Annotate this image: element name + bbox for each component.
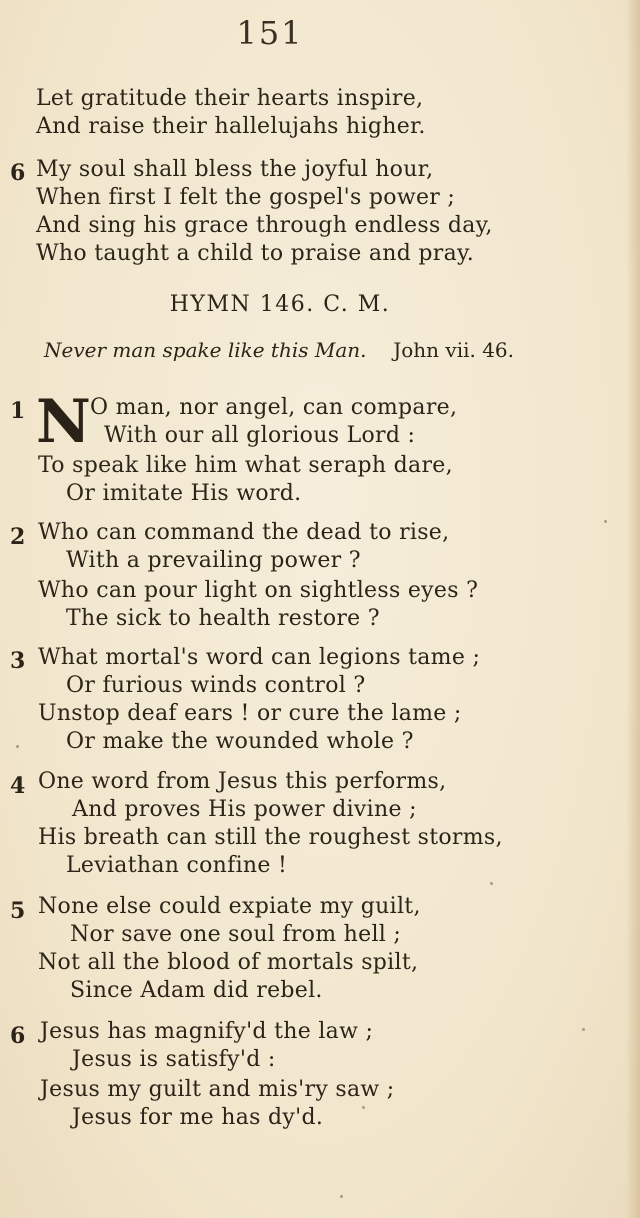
verse-line: Let gratitude their hearts inspire, — [36, 86, 424, 111]
stanza-number: 5 — [10, 898, 26, 924]
verse-line: The sick to health restore ? — [66, 606, 380, 631]
stanza-number: 1 — [10, 398, 26, 424]
verse-line: When first I felt the gospel's power ; — [36, 185, 456, 210]
drop-cap: N — [36, 387, 91, 457]
epigraph-reference: John vii. 46. — [393, 338, 515, 362]
verse-line: None else could expiate my guilt, — [38, 894, 421, 919]
epigraph-text: Never man spake like this Man. — [44, 338, 367, 362]
verse-line: Who can pour light on sightless eyes ? — [38, 578, 479, 603]
paper-speck — [582, 1028, 585, 1031]
verse-line: Jesus for me has dy'd. — [72, 1105, 324, 1130]
paper-speck — [362, 1106, 365, 1109]
stanza-number: 3 — [10, 648, 26, 674]
verse-line: Jesus has magnify'd the law ; — [40, 1019, 374, 1044]
verse-line: Since Adam did rebel. — [70, 978, 323, 1003]
paper-speck — [604, 520, 607, 523]
verse-line: And sing his grace through endless day, — [36, 213, 493, 238]
paper-speck — [16, 745, 19, 748]
epigraph — [44, 338, 514, 362]
page-number: 151 — [236, 14, 304, 52]
verse-line: With our all glorious Lord : — [104, 423, 416, 448]
stanza-number: 4 — [10, 773, 26, 799]
paper-speck — [490, 882, 493, 885]
stanza-number: 6 — [10, 1023, 26, 1049]
verse-line: And proves His power divine ; — [72, 797, 417, 822]
verse-line: What mortal's word can legions tame ; — [38, 645, 481, 670]
verse-line: My soul shall bless the joyful hour, — [36, 157, 434, 182]
verse-line: Who taught a child to praise and pray. — [36, 241, 475, 266]
verse-line: With a prevailing power ? — [66, 548, 361, 573]
verse-line: Who can command the dead to rise, — [38, 520, 450, 545]
verse-line: And raise their hallelujahs higher. — [36, 114, 426, 139]
verse-line: Not all the blood of mortals spilt, — [38, 950, 419, 975]
verse-line: One word from Jesus this performs, — [38, 769, 447, 794]
verse-line: To speak like him what seraph dare, — [38, 453, 453, 478]
verse-line: O man, nor angel, can compare, — [90, 395, 458, 420]
verse-line: Nor save one soul from hell ; — [70, 922, 402, 947]
verse-line: Or make the wounded whole ? — [66, 729, 414, 754]
verse-line: Jesus my guilt and mis'ry saw ; — [40, 1077, 395, 1102]
hymn-title: HYMN 146. C. M. — [169, 292, 391, 317]
verse-line: Leviathan confine ! — [66, 853, 288, 878]
verse-line: His breath can still the roughest storms, — [38, 825, 503, 850]
stanza-number: 2 — [10, 524, 26, 550]
verse-line: Or imitate His word. — [66, 481, 302, 506]
stanza-number: 6 — [10, 160, 26, 186]
verse-line: Or furious winds control ? — [66, 673, 366, 698]
page-gutter-shadow — [626, 0, 640, 1218]
verse-line: Unstop deaf ears ! or cure the lame ; — [38, 701, 462, 726]
verse-line: Jesus is satisfy'd : — [72, 1047, 276, 1072]
paper-speck — [340, 1195, 343, 1198]
